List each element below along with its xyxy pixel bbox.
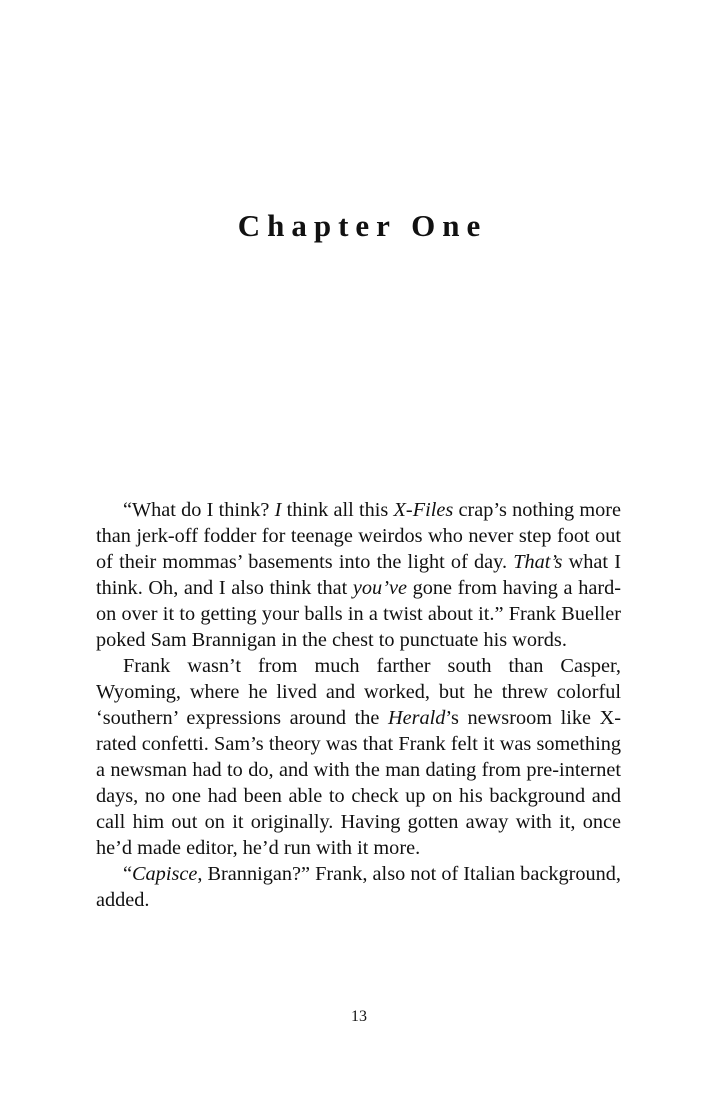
text-segment: crap’s nothing more than jerk-off fodder for teenage weirdos who never step foot out of their mommas’ basements into the light of day. bbox=[96, 499, 622, 573]
text-segment-italic: That’s bbox=[513, 551, 563, 573]
text-segment: gone from having a hard-on over it to getting your balls in a twist about it.” Frank Bueller poked Sam Brannigan in the chest to punctuate his words. bbox=[96, 577, 621, 651]
paragraph bbox=[96, 497, 621, 653]
text-segment-italic: Capisce bbox=[132, 863, 198, 885]
text-segment-italic: X-Files bbox=[393, 499, 454, 521]
chapter-title: Chapter One bbox=[237, 208, 488, 243]
text-segment: think all this bbox=[281, 499, 394, 521]
text-segment: Frank wasn’t from much farther south than Casper, Wyoming, where he lived and worked, but he threw colorful ‘southern’ expressions around the bbox=[96, 655, 621, 729]
text-segment-italic: you’ve bbox=[352, 577, 407, 599]
text-segment: ’s newsroom like X-rated confetti. Sam’s theory was that Frank felt it was something a newsman had to do, and with the man dating from pre-internet days, no one had been able to check up on his background and call him out on it originally. Having gotten away with it, once he’d made editor, he’d run with it more. bbox=[96, 707, 622, 859]
page-number: 13 bbox=[351, 1008, 367, 1025]
text-segment-italic: I bbox=[274, 499, 282, 521]
text-segment: “ bbox=[123, 863, 133, 885]
paragraph bbox=[96, 653, 621, 861]
body-text bbox=[96, 497, 621, 913]
paragraph bbox=[96, 861, 621, 913]
text-segment: what I think. Oh, and I also think that bbox=[96, 551, 621, 599]
text-segment-italic: Herald bbox=[387, 707, 446, 729]
text-segment: , Brannigan?” Frank, also not of Italian background, added. bbox=[96, 863, 621, 911]
text-segment: “What do I think? bbox=[123, 499, 275, 521]
